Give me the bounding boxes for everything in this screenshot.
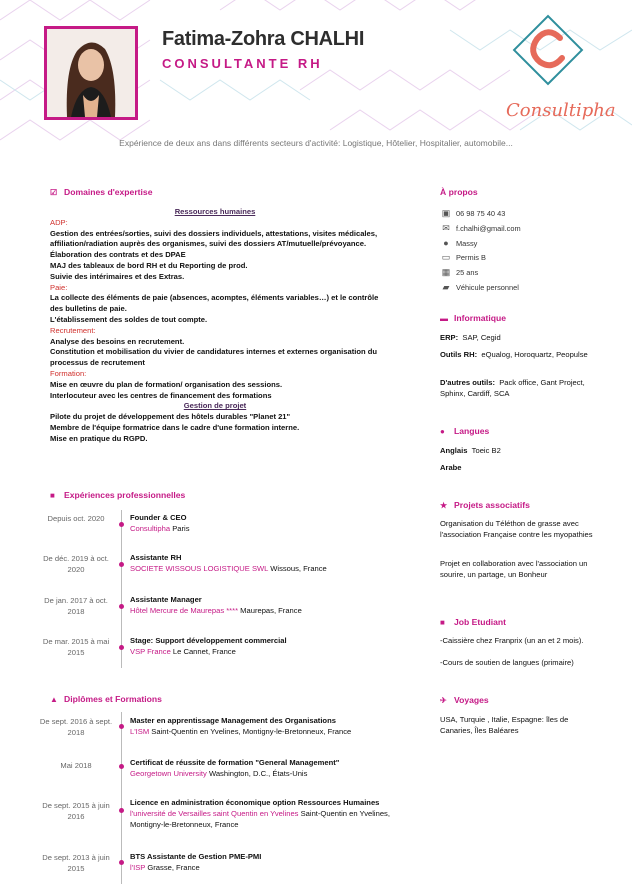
- language-level: Toeic B2: [471, 446, 501, 455]
- candidate-name: Fatima-Zohra CHALHI: [162, 28, 365, 50]
- education-entry: [130, 716, 420, 738]
- education-date: De sept. 2016 à sept. 2018: [39, 717, 113, 737]
- checkbox-icon: ☑: [50, 188, 58, 197]
- experience-entry: [130, 553, 420, 575]
- city-row: [440, 238, 477, 248]
- people-icon: ●: [440, 427, 445, 436]
- other-tools-label: D'autres outils:: [440, 378, 495, 387]
- projet-subtitle: Gestion de projet: [183, 401, 247, 411]
- language-name: Anglais: [440, 446, 468, 455]
- candidate-role: CONSULTANTE RH: [162, 56, 323, 71]
- education-title: BTS Assistante de Gestion PME-PMI: [130, 852, 262, 861]
- language-name: Arabe: [440, 463, 462, 472]
- experience-title: Assistante Manager: [130, 595, 202, 604]
- education-title: Master en apprentissage Management des Organisations: [130, 716, 336, 725]
- it-erp: [440, 333, 600, 344]
- plane-icon: ✈: [440, 696, 447, 705]
- timeline-dot: [119, 645, 124, 650]
- travel-section-title: ✈ Voyages: [440, 695, 489, 705]
- language-item: [440, 463, 600, 474]
- adp-label: ADP:: [50, 217, 68, 227]
- education-title: Certificat de réussite de formation "General Management": [130, 758, 340, 767]
- consultipha-logo: [510, 12, 586, 88]
- envelope-icon: ✉: [442, 222, 450, 233]
- logo-text: Consultipha: [506, 100, 616, 121]
- education-place: Saint-Quentin en Yvelines, Montigny-le-Bretonneux, France: [149, 726, 352, 736]
- adp-line-3: MAJ des tableaux de bord RH et du Reporting de prod.: [50, 260, 248, 270]
- graduation-cap-icon: ▲: [50, 695, 58, 704]
- adp-line-2: Élaboration des contrats et des DPAE: [50, 250, 186, 260]
- experience-org: VSP France: [130, 646, 171, 656]
- timeline-dot: [119, 808, 124, 813]
- education-section-title: ▲ Diplômes et Formations: [50, 694, 162, 704]
- projet-line-3: Mise en pratique du RGPD.: [50, 433, 148, 443]
- age-row: [440, 267, 478, 277]
- expertise-section-title: ☑ Domaines d'expertise: [50, 187, 153, 197]
- adp-line-4: Suivie des intérimaires et des Extras.: [50, 271, 185, 281]
- timeline-dot: [119, 724, 124, 729]
- experience-section-title: ■ Expériences professionnelles: [50, 490, 186, 500]
- other-tools-value: Pack office, Gant Project, Sphinx, Cardiff, SCA: [440, 378, 585, 398]
- education-org: Georgetown University: [130, 768, 207, 778]
- formation-line-1: Mise en œuvre du plan de formation/ organisation des sessions.: [50, 379, 283, 389]
- project-item: Organisation du Téléthon de grasse avec l'association Française contre les myopathies: [440, 519, 593, 539]
- education-place: Grasse, France: [145, 862, 200, 872]
- briefcase-icon: ■: [440, 618, 445, 627]
- vehicle-value: Véhicule personnel: [456, 282, 519, 292]
- experience-date: De jan. 2017 à oct. 2018: [44, 596, 108, 616]
- age-value: 25 ans: [456, 267, 479, 277]
- tagline: Expérience de deux ans dans différents secteurs d'activité: Logistique, Hôtelier, Hospitalier, automobile...: [119, 138, 513, 148]
- education-entry: [130, 758, 420, 780]
- languages-section-title: ● Langues: [440, 426, 490, 436]
- it-rh-tools: [440, 350, 600, 361]
- education-org: l'ISP: [130, 862, 146, 872]
- experience-title: Founder & CEO: [130, 513, 187, 522]
- paie-label: Paie:: [50, 282, 68, 292]
- profile-photo: [44, 26, 138, 120]
- student-job-item: -Caissière chez Franprix (un an et 2 mois).: [440, 636, 584, 645]
- erp-label: ERP:: [440, 333, 459, 342]
- experience-org: Hôtel Mercure de Maurepas ****: [130, 605, 239, 615]
- briefcase-icon: ■: [50, 491, 55, 500]
- education-entry: [130, 852, 420, 874]
- student-job-item: -Cours de soutien de langues (primaire): [440, 658, 574, 667]
- phone-value: 06 98 75 40 43: [456, 208, 506, 218]
- projects-section-title: ★ Projets associatifs: [440, 500, 530, 510]
- timeline-dot: [119, 860, 124, 865]
- experience-org: Consultipha: [130, 523, 171, 533]
- education-title: Licence en administration économique option Ressources Humaines: [130, 798, 380, 807]
- paie-line-2: L'établissement des soldes de tout compte.: [50, 314, 208, 324]
- car-icon: ▰: [442, 281, 450, 292]
- about-section-title: À propos: [440, 187, 478, 197]
- adp-text: Gestion des entrées/sorties, suivi des dossiers individuels, attestations, visites médicales, affiliation/radiation auprès des organismes, suivi des dossiers AT/mutuelle/prévoyance.: [50, 228, 378, 249]
- student-job-section-title: ■ Job Etudiant: [440, 617, 507, 627]
- education-entry: [130, 798, 420, 830]
- license-value: Permis B: [456, 252, 486, 262]
- calendar-icon: ▦: [441, 266, 451, 277]
- language-item: [440, 446, 600, 457]
- it-other-tools: [440, 378, 600, 400]
- experience-entry: [130, 595, 420, 617]
- education-date: De sept. 2013 à juin 2015: [42, 853, 110, 873]
- experience-date: Depuis oct. 2020: [47, 514, 105, 523]
- timeline-dot: [119, 522, 124, 527]
- education-org: L'ISM: [130, 726, 150, 736]
- paie-text: La collecte des éléments de paie (absences, acomptes, éléments variables…) et le contrôle des bulletins de paie.: [50, 293, 379, 314]
- experience-entry: [130, 513, 420, 535]
- experience-place: Wissous, France: [268, 563, 327, 573]
- vehicle-row: [440, 282, 519, 292]
- rh-tools-value: eQualog, Horoquartz, Peopulse: [481, 350, 588, 359]
- experience-entry: [130, 636, 420, 658]
- education-place: Saint-Quentin en Yvelines, Montigny-le-Bretonneux, France: [130, 808, 390, 829]
- experience-place: Maurepas, France: [238, 605, 302, 615]
- license-row: [440, 252, 486, 262]
- formation-label: Formation:: [50, 368, 87, 378]
- recrutement-line-2: Constitution et mobilisation du vivier de candidatures internes et externes organisation du processus de recrutement: [50, 347, 378, 368]
- expertise-content: [50, 207, 380, 445]
- erp-value: SAP, Cegid: [462, 333, 501, 342]
- city-value: Massy: [456, 238, 478, 248]
- email-value: f.chalhi@gmail.com: [456, 223, 521, 233]
- projet-line-2: Membre de l'équipe formatrice dans le cadre d'une formation interne.: [50, 422, 300, 432]
- email-row: [440, 223, 521, 233]
- timeline-dot: [119, 562, 124, 567]
- travel-text: USA, Turquie , Italie, Espagne: îles de Canaries, Îles Baléares: [440, 715, 569, 735]
- experience-place: Paris: [170, 523, 190, 533]
- rh-tools-label: Outils RH:: [440, 350, 478, 359]
- experience-date: De mar. 2015 à mai 2015: [42, 637, 110, 657]
- project-item: Projet en collaboration avec l'association un sourire, un partage, un Bonheur: [440, 559, 588, 579]
- experience-title: Stage: Support développement commercial: [130, 636, 287, 645]
- education-place: Washington, D.C., États-Unis: [206, 768, 308, 778]
- map-pin-icon: ●: [443, 238, 449, 248]
- experience-title: Assistante RH: [130, 553, 182, 562]
- phone-row: [440, 208, 505, 218]
- id-card-icon: ▭: [441, 251, 451, 262]
- experience-place: Le Cannet, France: [170, 646, 236, 656]
- phone-icon: ▣: [441, 207, 451, 218]
- laptop-icon: ▬: [440, 314, 448, 323]
- experience-date: De déc. 2019 à oct. 2020: [43, 554, 109, 574]
- it-section-title: ▬ Informatique: [440, 313, 507, 323]
- education-date: De sept. 2015 à juin 2016: [42, 801, 110, 821]
- expertise-subtitle: Ressources humaines: [174, 207, 256, 216]
- education-timeline: [121, 712, 122, 884]
- timeline-dot: [119, 604, 124, 609]
- timeline-dot: [119, 764, 124, 769]
- experience-org: SOCIETE WISSOUS LOGISTIQUE SWL: [130, 563, 269, 573]
- recrutement-line-1: Analyse des besoins en recrutement.: [50, 336, 185, 346]
- education-date: Mai 2018: [60, 761, 92, 770]
- formation-line-2: Interlocuteur avec les centres de financement des formations: [50, 390, 272, 400]
- recrutement-label: Recrutement:: [50, 325, 96, 335]
- education-org: l'université de Versailles saint Quentin en Yvelines: [130, 808, 299, 818]
- projet-line-1: Pilote du projet de développement des hôtels durables "Planet 21": [50, 412, 291, 422]
- star-icon: ★: [440, 501, 448, 510]
